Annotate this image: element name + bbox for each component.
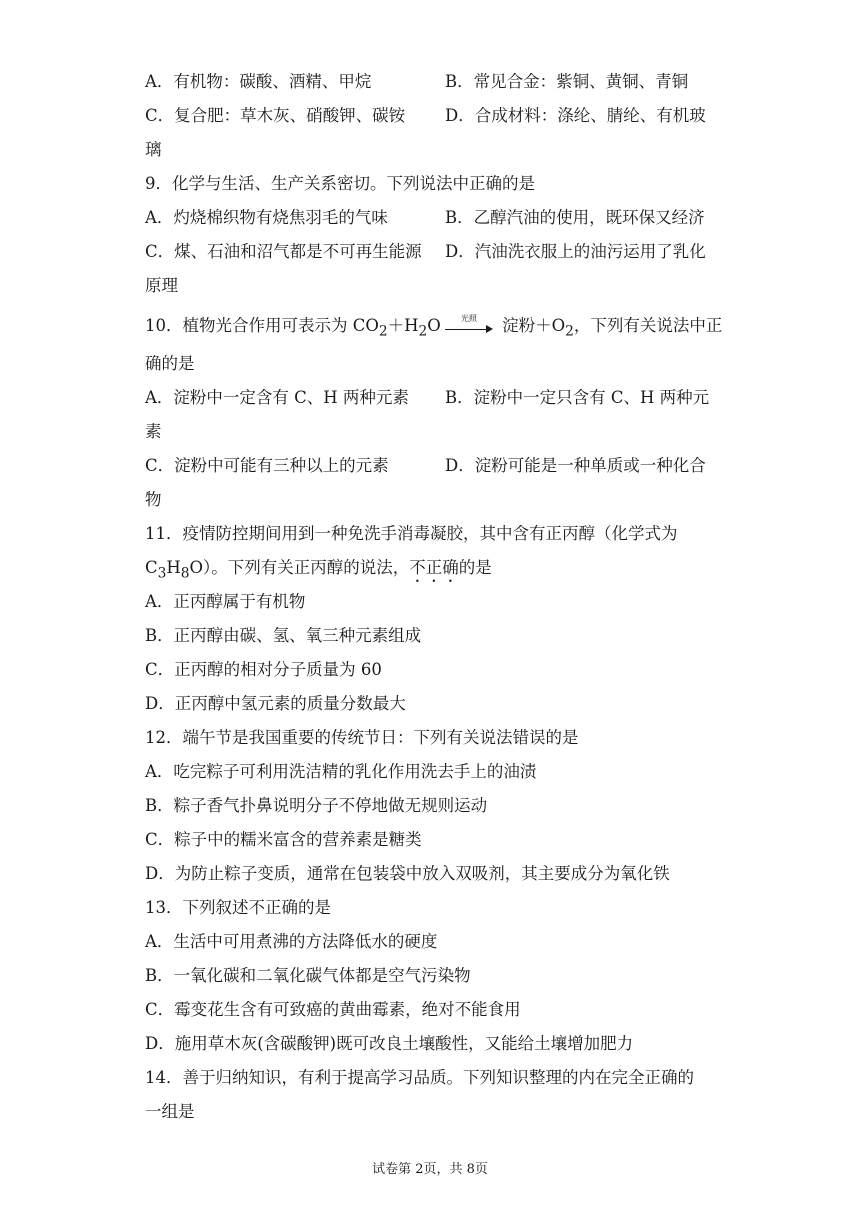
q8-option-a: A．有机物：碳酸、酒精、甲烷 bbox=[145, 72, 372, 91]
q9-option-d: D．汽油洗衣服上的油污运用了乳化 bbox=[445, 242, 706, 261]
q9-option-b: B．乙醇汽油的使用，既环保又经济 bbox=[445, 208, 705, 227]
q12-option-d: D．为防止粽子变质，通常在包装袋中放入双吸剂，其主要成分为氧化铁 bbox=[145, 864, 670, 883]
q13-option-c: C．霉变花生含有可致癌的黄曲霉素，绝对不能食用 bbox=[145, 1000, 521, 1019]
q10-option-a: A．淀粉中一定含有 C、H 两种元素 bbox=[145, 388, 409, 407]
reaction-condition: 光照 bbox=[460, 313, 477, 323]
q10-option-b: B．淀粉中一定只含有 C、H 两种元 bbox=[445, 388, 710, 407]
q12-option-b: B．粽子香气扑鼻说明分子不停地做无规则运动 bbox=[145, 796, 488, 815]
q10-option-d-continued: 物 bbox=[145, 490, 162, 509]
q11-option-c: C．正丙醇的相对分子质量为 60 bbox=[145, 660, 382, 679]
q12-stem: 12．端午节是我国重要的传统节日：下列有关说法错误的是 bbox=[145, 728, 579, 747]
q8-option-d-continued: 璃 bbox=[145, 140, 162, 159]
q9-option-d-continued: 原理 bbox=[145, 276, 178, 295]
q10-option-d: D．淀粉可能是一种单质或一种化合 bbox=[445, 456, 706, 475]
q11-stem: 11．疫情防控期间用到一种免洗手消毒凝胶，其中含有正丙醇（化学式为 bbox=[145, 524, 678, 543]
q12-option-c: C．粽子中的糯米富含的营养素是糖类 bbox=[145, 830, 422, 849]
reaction-arrow-icon bbox=[445, 313, 493, 334]
emphasis-not-correct: 不正确 bbox=[409, 558, 459, 577]
q9-option-c: C．煤、石油和沼气都是不可再生能源 bbox=[145, 242, 422, 261]
q10-stem: 10．植物光合作用可表示为 $CO_2+H_2O$ 光照 淀粉$+O_2$，下列有关说法中正 bbox=[145, 313, 723, 340]
q14-stem: 14．善于归纳知识，有利于提高学习品质。下列知识整理的内在完全正确的 bbox=[145, 1068, 694, 1087]
q11-option-a: A．正丙醇属于有机物 bbox=[145, 592, 306, 611]
q8-option-c: C．复合肥：草木灰、硝酸钾、碳铵 bbox=[145, 106, 406, 125]
q12-option-a: A．吃完粽子可利用洗洁精的乳化作用洗去手上的油渍 bbox=[145, 762, 537, 781]
q14-stem-continued: 一组是 bbox=[145, 1102, 195, 1121]
q11-option-d: D．正丙醇中氢元素的质量分数最大 bbox=[145, 694, 406, 713]
q10-option-c: C．淀粉中可能有三种以上的元素 bbox=[145, 456, 389, 475]
q11-stem-continued: $C_3H_8O$）。下列有关正丙醇的说法，不正确的是 bbox=[145, 558, 492, 582]
q8-option-d: D．合成材料：涤纶、腈纶、有机玻 bbox=[445, 106, 706, 125]
q9-stem: 9．化学与生活、生产关系密切。下列说法中正确的是 bbox=[145, 174, 535, 193]
q11-option-b: B．正丙醇由碳、氢、氧三种元素组成 bbox=[145, 626, 422, 645]
q13-option-d: D．施用草木灰(含碳酸钾)既可改良土壤酸性，又能给土壤增加肥力 bbox=[145, 1034, 634, 1053]
q10-option-b-continued: 素 bbox=[145, 422, 162, 441]
q13-option-a: A．生活中可用煮沸的方法降低水的硬度 bbox=[145, 932, 438, 951]
q9-option-a: A．灼烧棉织物有烧焦羽毛的气味 bbox=[145, 208, 388, 227]
q13-stem: 13．下列叙述不正确的是 bbox=[145, 898, 331, 917]
q13-option-b: B．一氧化碳和二氧化碳气体都是空气污染物 bbox=[145, 966, 471, 985]
q8-option-b: B．常见合金：紫铜、黄铜、青铜 bbox=[445, 72, 689, 91]
q10-stem-continued: 确的是 bbox=[145, 354, 195, 373]
page-footer: 试卷第 2页，共 8页 bbox=[372, 1162, 488, 1177]
